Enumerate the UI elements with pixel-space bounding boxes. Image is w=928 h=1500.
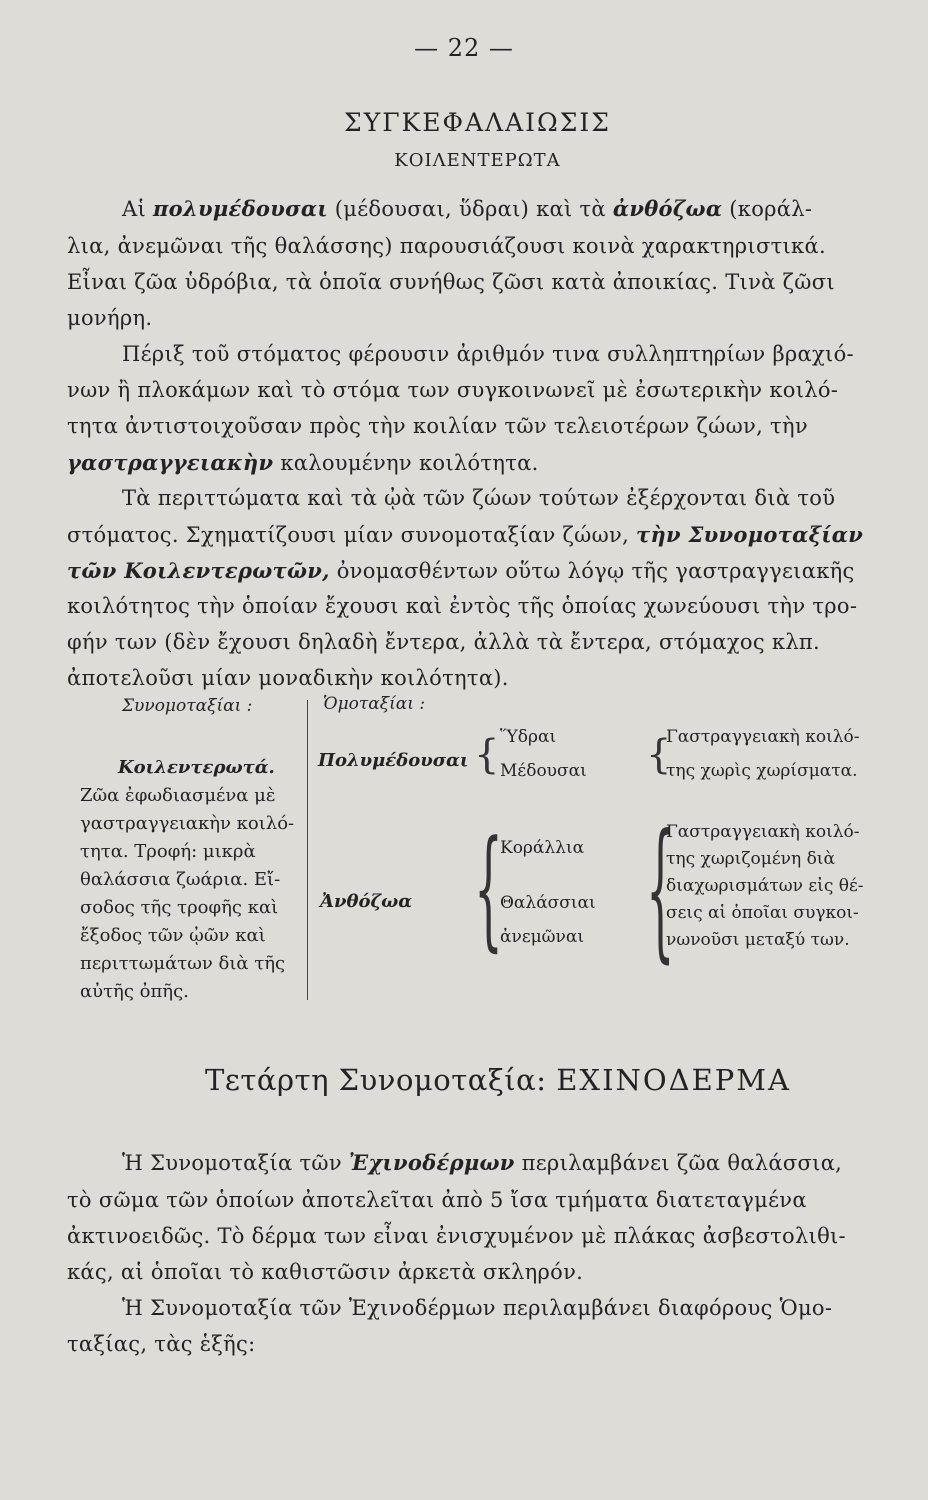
phylum-desc-line: σοδος τῆς τροφῆς καὶ — [80, 897, 279, 918]
section-title — [205, 1063, 791, 1097]
page-title: ΣΥΓΚΕΦΑΛΑΙΩΣΙΣ — [344, 108, 611, 137]
class-header: Ὁμοταξίαι : — [323, 694, 426, 714]
text: (μέδουσαι, ὕδραι) καὶ τὰ — [327, 197, 613, 221]
emphasis: γαστραγγειακὴν — [67, 450, 274, 475]
feature-line: διαχωρισμάτων εἰς θέ- — [666, 876, 864, 896]
brace-symbol: { — [646, 803, 675, 977]
member-name: ἀνεμῶναι — [500, 927, 585, 947]
para5-line-1: Ἡ Συνομοταξία τῶν Ἐχινοδέρμων περιλαμβάνει διαφόρους Ὁμο- — [122, 1296, 833, 1320]
para4-line-1 — [122, 1150, 842, 1175]
member-name: Ὕδραι — [500, 727, 557, 747]
feature-line: Γαστραγγειακὴ κοιλό- — [666, 727, 860, 747]
para1-line-1 — [122, 196, 812, 221]
feature-line: Γαστραγγειακὴ κοιλό- — [666, 822, 860, 842]
feature-line: της χωριζομένη διὰ — [666, 849, 835, 869]
text: στόματος. Σχηματίζουσι μίαν συνομοταξίαν ζώων, — [67, 523, 637, 547]
text: καλουμένην κοιλότητα. — [273, 451, 539, 475]
phylum-name: Κοιλεντερωτά. — [118, 757, 275, 778]
class-name-anthozoa: Ἀνθόζωα — [320, 891, 413, 912]
phylum-desc-line: Ζῶα ἐφωδιασμένα μὲ — [80, 785, 276, 806]
para4-line-3: ἀκτινοειδῶς. Τὸ δέρμα των εἶναι ἐνισχυμένον μὲ πλάκας ἀσβεστολιθι- — [67, 1224, 846, 1248]
para3-line-6: ἀποτελοῦσι μίαν μοναδικὴν κοιλότητα). — [67, 666, 509, 690]
feature-line: σεις αἱ ὁποῖαι συγκοι- — [666, 903, 859, 923]
phylum-desc-line: θαλάσσια ζωάρια. Εἴ- — [80, 869, 281, 890]
class-name-polymedusae: Πολυμέδουσαι — [318, 750, 469, 771]
text: Ἡ Συνομοταξία τῶν — [122, 1151, 349, 1175]
member-name: Θαλάσσιαι — [500, 893, 596, 913]
para2-line-3: τητα ἀντιστοιχοῦσαν πρὸς τὴν κοιλίαν τῶν τελειοτέρων ζώων, τὴν — [67, 414, 808, 438]
text: ὀνομασθέντων οὕτω λόγῳ τῆς γαστραγγειακῆς — [329, 559, 855, 583]
phylum-desc-line: περιττωμάτων διὰ τῆς — [80, 953, 286, 974]
para2-line-1: Πέριξ τοῦ στόματος φέρουσιν ἀριθμόν τινα συλληπτηρίων βραχιό- — [122, 342, 854, 366]
member-name: Κοράλλια — [500, 838, 585, 858]
phylum-desc-line: αὐτῆς ὀπῆς. — [80, 981, 189, 1002]
para3-line-4: κοιλότητος τὴν ὁποίαν ἔχουσι καὶ ἐντὸς τῆς ὁποίας χωνεύουσι τὴν τρο- — [67, 594, 858, 618]
feature-line: νωνοῦσι μεταξύ των. — [666, 930, 850, 950]
text: Αἱ — [122, 197, 153, 221]
table-divider — [307, 700, 308, 1000]
para3-line-5: φήν των (δὲν ἔχουσι δηλαδὴ ἔντερα, ἀλλὰ τὰ ἔντερα, στόμαχος κλπ. — [67, 630, 821, 654]
feature-line: της χωρὶς χωρίσματα. — [666, 761, 858, 781]
page-subtitle: ΚΟΙΛΕΝΤΕΡΩΤΑ — [394, 150, 561, 171]
para1-line-2: λια, ἀνεμῶναι τῆς θαλάσσης) παρουσιάζουσι κοινὰ χαρακτηριστικά. — [67, 234, 826, 258]
emphasis: Ἐχινοδέρμων — [348, 1150, 515, 1175]
member-name: Μέδουσαι — [500, 761, 587, 781]
text: περιλαμβάνει ζῶα θαλάσσια, — [514, 1151, 843, 1175]
para3-line-1: Τὰ περιττώματα καὶ τὰ ᾠὰ τῶν ζώων τούτων ἐξέρχονται διὰ τοῦ — [122, 486, 836, 510]
para2-line-2: νων ἢ πλοκάμων καὶ τὸ στόμα των συγκοινωνεῖ μὲ ἐσωτερικὴν κοιλό- — [67, 378, 839, 402]
page-number: — 22 — — [414, 34, 514, 62]
para3-line-2 — [67, 522, 863, 547]
section-title-prefix: Τετάρτη Συνομοταξία: — [205, 1063, 547, 1097]
text: (κοράλ- — [722, 197, 813, 221]
para4-line-4: κάς, αἱ ὁποῖαι τὸ καθιστῶσιν ἀρκετὰ σκληρόν. — [67, 1260, 584, 1284]
phylum-header: Συνομοταξίαι : — [122, 696, 253, 716]
para2-line-4 — [67, 450, 539, 475]
brace-symbol: { — [646, 732, 672, 778]
para3-line-3 — [67, 558, 855, 583]
para4-line-2: τὸ σῶμα τῶν ὁποίων ἀποτελεῖται ἀπὸ 5 ἴσα τμήματα διατεταγμένα — [67, 1188, 807, 1212]
emphasis: πολυμέδουσαι — [152, 196, 328, 221]
brace-symbol: { — [474, 732, 500, 778]
brace-symbol: { — [474, 812, 503, 964]
phylum-desc-line: ἔξοδος τῶν ᾠῶν καὶ — [80, 925, 266, 946]
emphasis: τῶν Κοιλεντερωτῶν, — [67, 558, 330, 583]
para1-line-3: Εἶναι ζῶα ὑδρόβια, τὰ ὁποῖα συνήθως ζῶσι κατὰ ἀποικίας. Τινὰ ζῶσι — [67, 270, 835, 294]
para5-line-2: ταξίας, τὰς ἑξῆς: — [67, 1332, 256, 1356]
emphasis: ἀνθόζωα — [612, 196, 723, 221]
phylum-desc-line: τητα. Τροφή: μικρὰ — [80, 841, 256, 862]
section-title-name: ΕΧΙΝΟΔΕΡΜΑ — [556, 1063, 791, 1097]
phylum-desc-line: γαστραγγειακὴν κοιλό- — [80, 813, 295, 834]
para1-line-4: μονήρη. — [67, 306, 153, 330]
emphasis: τὴν Συνομοταξίαν — [636, 522, 864, 547]
